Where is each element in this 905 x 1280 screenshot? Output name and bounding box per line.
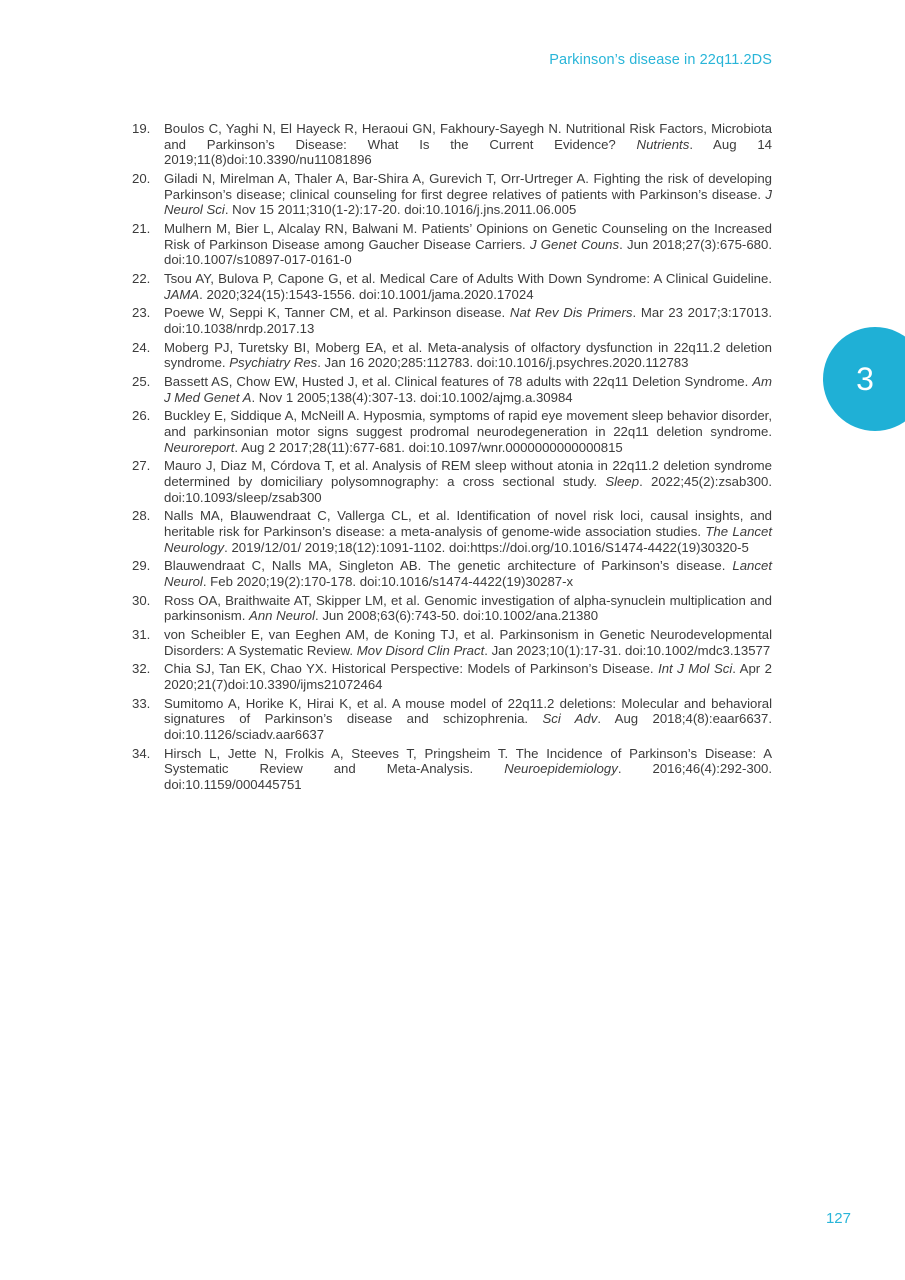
reference-journal: Neuroepidemiology <box>504 761 618 777</box>
reference-number: 22. <box>132 270 151 286</box>
running-header: Parkinson’s disease in 22q11.2DS <box>549 52 772 68</box>
reference-journal: Sleep <box>605 473 640 489</box>
reference-authors-title: Bassett AS, Chow EW, Husted J, et al. Clinical features of 78 adults with 22q11 Deletion Syndrome. <box>164 374 753 390</box>
reference-authors-title: Blauwendraat C, Nalls MA, Singleton AB. The genetic architecture of Parkinson’s disease. <box>164 558 733 574</box>
reference-details: . Nov 1 2005;138(4):307-13. doi:10.1002/ajmg.a.30984 <box>251 389 573 405</box>
reference-journal: Am J Med Genet A <box>164 374 772 405</box>
reference-details: . 2016;46(4):292-300. doi:10.1159/000445751 <box>164 761 772 792</box>
reference-authors-title: Chia SJ, Tan EK, Chao YX. Historical Perspective: Models of Parkinson’s Disease. <box>164 661 659 677</box>
reference-authors-title: Sumitomo A, Horike K, Hirai K, et al. A mouse model of 22q11.2 deletions: Molecular and behavioral signatures of Parkinson’s disease and schizophrenia. <box>164 695 772 727</box>
reference-item <box>132 171 772 218</box>
reference-item <box>132 558 772 589</box>
reference-item <box>132 458 772 505</box>
reference-journal: Neuroreport <box>164 439 235 455</box>
reference-authors-title: Mauro J, Diaz M, Córdova T, et al. Analysis of REM sleep without atonia in 22q11.2 deletion syndrome determined by domiciliary polysomnography: a cross sectional study. <box>164 458 772 489</box>
reference-text <box>164 696 772 743</box>
reference-authors-title: Nalls MA, Blauwendraat C, Vallerga CL, et al. Identification of novel risk loci, causal insights, and heritable risk for Parkinson’s disease: a meta-analysis of genome-wide association studies. <box>164 508 772 539</box>
reference-text <box>164 121 772 168</box>
reference-text <box>164 627 772 658</box>
reference-journal: Int J Mol Sci <box>658 661 733 677</box>
reference-text <box>164 558 772 589</box>
reference-text <box>164 340 772 371</box>
reference-authors-title: Ross OA, Braithwaite AT, Skipper LM, et al. Genomic investigation of alpha-synuclein multiplication and parkinsonism. <box>164 592 772 624</box>
reference-details: . Aug 14 2019;11(8)doi:10.3390/nu11081896 <box>164 136 772 168</box>
reference-number: 31. <box>132 627 151 643</box>
chapter-number: 3 <box>856 361 874 397</box>
reference-item <box>132 627 772 658</box>
reference-number: 21. <box>132 220 151 236</box>
reference-item <box>132 374 772 405</box>
reference-details: . 2020;324(15):1543-1556. doi:10.1001/jama.2020.17024 <box>199 286 534 302</box>
reference-text <box>164 458 772 505</box>
reference-text <box>164 746 772 793</box>
reference-journal: JAMA <box>164 286 200 302</box>
reference-text <box>164 374 772 405</box>
reference-text <box>164 305 772 336</box>
reference-details: . Mar 23 2017;3:17013. doi:10.1038/nrdp.2017.13 <box>164 305 773 336</box>
reference-details: . Aug 2018;4(8):eaar6637. doi:10.1126/sciadv.aar6637 <box>164 711 772 742</box>
reference-journal: Mov Disord Clin Pract <box>356 642 485 658</box>
reference-details: . Apr 2 2020;21(7)doi:10.3390/ijms21072464 <box>164 661 772 693</box>
reference-authors-title: Moberg PJ, Turetsky BI, Moberg EA, et al. Meta-analysis of olfactory dysfunction in 22q11.2 deletion syndrome. <box>164 339 772 371</box>
reference-authors-title: Mulhern M, Bier L, Alcalay RN, Balwani M. Patients’ Opinions on Genetic Counseling on the Increased Risk of Parkinson Disease among Gaucher Disease Carriers. <box>164 220 772 252</box>
reference-authors-title: Poewe W, Seppi K, Tanner CM, et al. Parkinson disease. <box>164 305 510 321</box>
reference-number: 20. <box>132 170 151 186</box>
reference-journal: J Genet Couns <box>529 236 620 252</box>
reference-number: 32. <box>132 661 151 677</box>
reference-journal: The Lancet Neurology <box>164 523 772 555</box>
reference-number: 30. <box>132 592 151 608</box>
reference-journal: Psychiatry Res <box>229 355 318 371</box>
reference-number: 28. <box>132 508 151 524</box>
reference-item <box>132 340 772 371</box>
reference-item <box>132 221 772 268</box>
reference-item <box>132 746 772 793</box>
reference-authors-title: Hirsch L, Jette N, Frolkis A, Steeves T, Pringsheim T. The Incidence of Parkinson’s Disease: A Systematic Review and Meta-Analysis. <box>164 745 772 777</box>
reference-item <box>132 271 772 302</box>
reference-details: . Feb 2020;19(2):170-178. doi:10.1016/s1474-4422(19)30287-x <box>202 573 574 589</box>
reference-item <box>132 408 772 455</box>
reference-details: . 2019/12/01/ 2019;18(12):1091-1102. doi:https://doi.org/10.1016/S1474-4422(19)30320-5 <box>224 539 749 555</box>
reference-item <box>132 593 772 624</box>
reference-number: 19. <box>132 121 151 136</box>
reference-item <box>132 661 772 692</box>
reference-authors-title: Boulos C, Yaghi N, El Hayeck R, Heraoui GN, Fakhoury-Sayegh N. Nutritional Risk Factors, Microbiota and Parkinson’s Disease: What Is the Current Evidence? <box>164 121 772 152</box>
reference-details: . Jun 2018;27(3):675-680. doi:10.1007/s10897-017-0161-0 <box>164 236 772 268</box>
reference-item <box>132 696 772 743</box>
reference-number: 23. <box>132 305 151 321</box>
reference-text <box>164 593 772 624</box>
chapter-tab <box>823 327 905 431</box>
reference-text <box>164 508 772 555</box>
reference-journal: Sci Adv <box>542 711 598 727</box>
reference-item <box>132 121 772 168</box>
reference-number: 24. <box>132 339 151 355</box>
reference-journal: Ann Neurol <box>249 608 316 624</box>
reference-number: 34. <box>132 745 151 761</box>
reference-details: . Jun 2008;63(6):743-50. doi:10.1002/ana.21380 <box>315 608 599 624</box>
reference-details: . Aug 2 2017;28(11):677-681. doi:10.1097/wnr.0000000000000815 <box>234 439 623 455</box>
reference-authors-title: Tsou AY, Bulova P, Capone G, et al. Medical Care of Adults With Down Syndrome: A Clinical Guideline. <box>164 270 772 286</box>
page-number: 127 <box>825 1210 851 1227</box>
reference-item <box>132 508 772 555</box>
reference-journal: Lancet Neurol <box>164 558 772 589</box>
reference-text <box>164 661 772 692</box>
reference-number: 25. <box>132 374 151 390</box>
reference-journal: Nutrients <box>636 136 690 152</box>
reference-number: 29. <box>132 558 151 574</box>
reference-details: . Jan 2023;10(1):17-31. doi:10.1002/mdc3.13577 <box>484 642 771 658</box>
reference-text <box>164 171 772 218</box>
reference-text <box>164 271 772 302</box>
reference-details: . Jan 16 2020;285:112783. doi:10.1016/j.psychres.2020.112783 <box>317 355 689 371</box>
reference-journal: J Neurol Sci <box>164 186 772 218</box>
reference-authors-title: Giladi N, Mirelman A, Thaler A, Bar-Shira A, Gurevich T, Orr-Urtreger A. Fighting the risk of developing Parkinson’s disease; clinical counseling for first degree relatives of patients with Parkinson’s disease. <box>164 170 772 202</box>
reference-number: 26. <box>132 408 151 424</box>
reference-authors-title: Buckley E, Siddique A, McNeill A. Hyposmia, symptoms of rapid eye movement sleep behavior disorder, and parkinsonian motor signs suggest prodromal neurodegeneration in 22q11 deletion syndrome. <box>164 408 772 439</box>
reference-authors-title: von Scheibler E, van Eeghen AM, de Koning TJ, et al. Parkinsonism in Genetic Neurodevelopmental Disorders: A Systematic Review. <box>164 627 772 658</box>
reference-text <box>164 408 772 455</box>
reference-journal: Nat Rev Dis Primers <box>509 305 633 321</box>
reference-text <box>164 221 772 268</box>
reference-list <box>132 121 772 796</box>
reference-item <box>132 305 772 336</box>
reference-details: . 2022;45(2):zsab300. doi:10.1093/sleep/zsab300 <box>164 473 772 505</box>
reference-details: . Nov 15 2011;310(1-2):17-20. doi:10.1016/j.jns.2011.06.005 <box>224 202 577 218</box>
reference-number: 33. <box>132 695 151 711</box>
reference-number: 27. <box>132 458 151 474</box>
